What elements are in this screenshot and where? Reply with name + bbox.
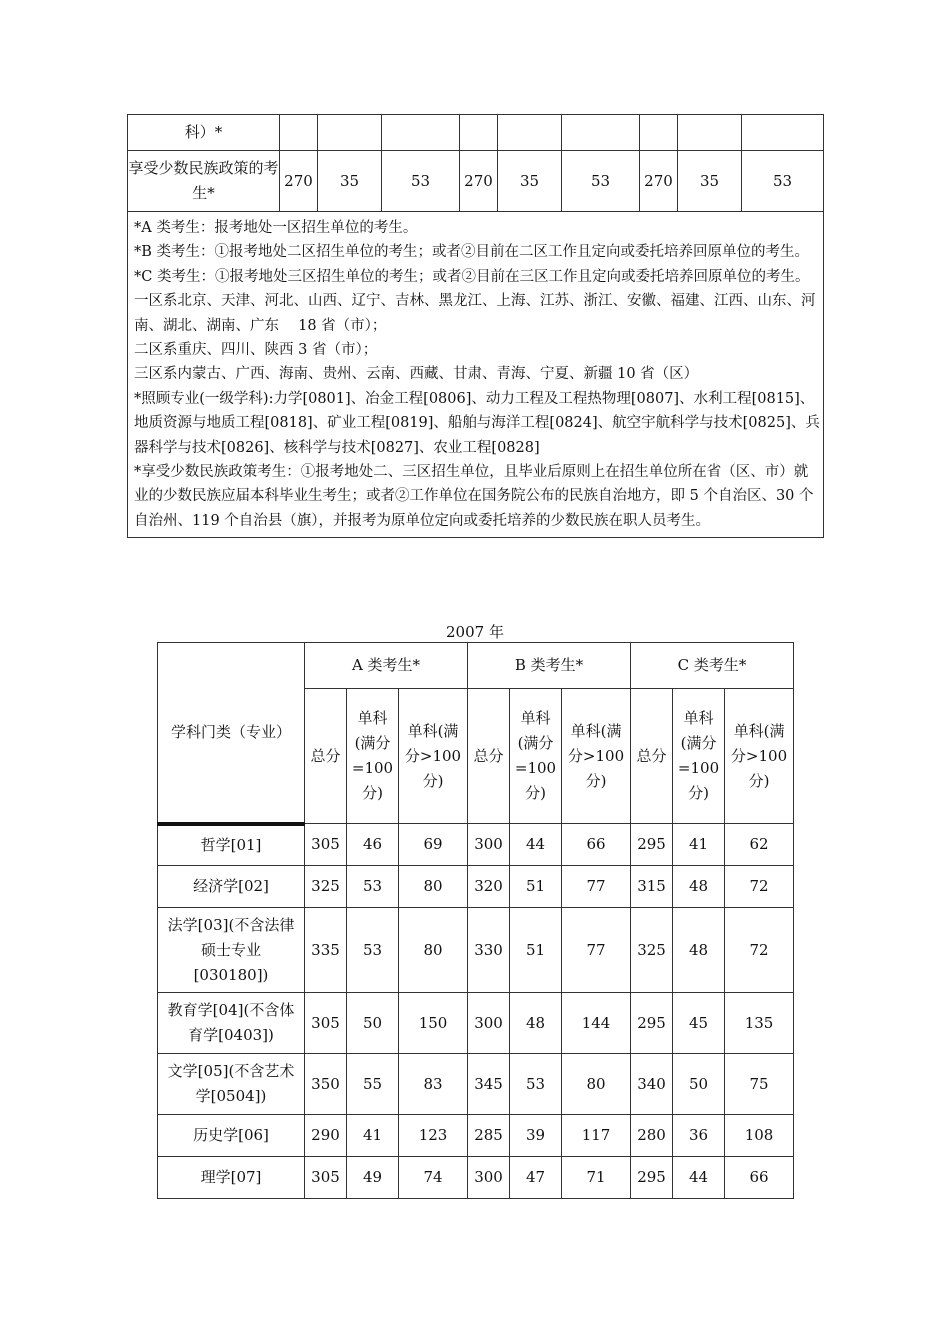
row-label: 科）*	[128, 115, 280, 151]
score-cell: 66	[725, 1157, 794, 1199]
col-total: 总分	[305, 689, 347, 824]
cell: 53	[382, 151, 460, 212]
subject-cell: 法学[03](不含法律硕士专业[030180])	[158, 908, 305, 993]
note-zone-1: 一区系北京、天津、河北、山西、辽宁、吉林、黑龙江、上海、江苏、浙江、安徽、福建、江西、山东、河南、湖北、湖南、广东 18 省（市）；	[134, 293, 816, 334]
score-cell: 72	[725, 866, 794, 908]
score-cell: 295	[631, 824, 673, 866]
col-single-100: 单科(满分=100分)	[673, 689, 725, 824]
score-cell: 315	[631, 866, 673, 908]
score-cell: 39	[510, 1115, 562, 1157]
table-row	[158, 1115, 794, 1157]
score-cell: 77	[562, 866, 631, 908]
score-cell: 69	[399, 824, 468, 866]
score-cell: 48	[673, 866, 725, 908]
col-single-over100: 单科(满分>100分)	[399, 689, 468, 824]
score-cell: 74	[399, 1157, 468, 1199]
score-cell: 330	[468, 908, 510, 993]
score-cell: 80	[562, 1054, 631, 1115]
table-row	[128, 151, 824, 212]
score-cell: 83	[399, 1054, 468, 1115]
score-cell: 295	[631, 993, 673, 1054]
table-row	[128, 115, 824, 151]
score-cell: 44	[673, 1157, 725, 1199]
score-cell: 45	[673, 993, 725, 1054]
score-cell: 47	[510, 1157, 562, 1199]
score-cell: 48	[673, 908, 725, 993]
table-row	[158, 1054, 794, 1115]
score-cell: 46	[347, 824, 399, 866]
score-cell: 150	[399, 993, 468, 1054]
score-cell: 80	[399, 866, 468, 908]
group-c-header: C 类考生*	[631, 643, 794, 689]
group-b-header: B 类考生*	[468, 643, 631, 689]
score-cell: 305	[305, 993, 347, 1054]
score-cell: 53	[347, 908, 399, 993]
subject-header: 学科门类（专业）	[158, 643, 305, 824]
score-cell: 108	[725, 1115, 794, 1157]
score-cell: 53	[347, 866, 399, 908]
score-cell: 51	[510, 866, 562, 908]
header-row	[158, 643, 794, 689]
note-zone-2: 二区系重庆、四川、陕西 3 省（市）；	[134, 342, 378, 359]
cell: 53	[562, 151, 640, 212]
cell: 35	[318, 151, 382, 212]
note-c: *C 类考生：①报考地处三区招生单位的考生；或者②目前在三区工作且定向或委托培养回原单位的考生。	[134, 268, 810, 285]
notes-row	[128, 212, 824, 538]
score-cell: 340	[631, 1054, 673, 1115]
note-a: *A 类考生：报考地处一区招生单位的考生。	[134, 220, 418, 236]
score-cell: 144	[562, 993, 631, 1054]
score-cell: 62	[725, 824, 794, 866]
col-total: 总分	[468, 689, 510, 824]
table-row	[158, 993, 794, 1054]
subject-cell: 理学[07]	[158, 1157, 305, 1199]
cell: 270	[280, 151, 318, 212]
score-cell: 135	[725, 993, 794, 1054]
score-cell: 77	[562, 908, 631, 993]
score-cell: 300	[468, 993, 510, 1054]
subject-cell: 历史学[06]	[158, 1115, 305, 1157]
table-row	[158, 1157, 794, 1199]
note-b: *B 类考生：①报考地处二区招生单位的考生；或者②目前在二区工作且定向或委托培养回原单位的考生。	[134, 244, 810, 261]
score-cell: 350	[305, 1054, 347, 1115]
score-cell: 71	[562, 1157, 631, 1199]
note-zone-3: 三区系内蒙古、广西、海南、贵州、云南、西藏、甘肃、青海、宁夏、新疆 10 省（区）	[134, 366, 699, 383]
score-cell: 285	[468, 1115, 510, 1157]
score-cell: 50	[673, 1054, 725, 1115]
notes-cell	[128, 212, 824, 538]
note-minority: *享受少数民族政策考生：①报考地处二、三区招生单位，且毕业后原则上在招生单位所在省（区、市）就业的少数民族应届本科毕业生考生；或者②工作单位在国务院公布的民族自治地方，即 5 个自治区、30 个自治州、119 个自治县（旗），并报考为原单位定向或委托培养的少数民族在职人员考生。	[134, 464, 814, 529]
year-title: 2007 年	[446, 623, 504, 641]
note-special-majors: *照顾专业(一级学科):力学[0801]、冶金工程[0806]、动力工程及工程热物理[0807]、水利工程[0815]、地质资源与地质工程[0818]、矿业工程[0819]、船舶与海洋工程[0824]、航空宇航科学与技术[0825]、兵器科学与技术[0826]、核科学与技术[0827]、农业工程[0828]	[134, 390, 820, 456]
score-cell: 75	[725, 1054, 794, 1115]
score-cell: 48	[510, 993, 562, 1054]
subject-cell: 教育学[04](不含体育学[0403])	[158, 993, 305, 1054]
cell: 270	[460, 151, 498, 212]
cell: 35	[678, 151, 742, 212]
cell: 35	[498, 151, 562, 212]
score-cell: 44	[510, 824, 562, 866]
col-single-100: 单科(满分=100分)	[510, 689, 562, 824]
score-cell: 300	[468, 1157, 510, 1199]
score-cell: 49	[347, 1157, 399, 1199]
score-table-continued	[127, 114, 824, 538]
score-cell: 300	[468, 824, 510, 866]
table-row	[158, 824, 794, 866]
subject-cell: 经济学[02]	[158, 866, 305, 908]
score-cell: 50	[347, 993, 399, 1054]
table-row	[158, 866, 794, 908]
score-table-2007	[157, 642, 794, 1199]
score-cell: 55	[347, 1054, 399, 1115]
score-cell: 117	[562, 1115, 631, 1157]
table-row	[158, 908, 794, 993]
score-cell: 325	[305, 866, 347, 908]
score-cell: 41	[347, 1115, 399, 1157]
score-cell: 41	[673, 824, 725, 866]
subject-cell: 文学[05](不含艺术学[0504])	[158, 1054, 305, 1115]
score-cell: 290	[305, 1115, 347, 1157]
table-body	[158, 824, 794, 1199]
score-cell: 72	[725, 908, 794, 993]
score-cell: 53	[510, 1054, 562, 1115]
col-single-over100: 单科(满分>100分)	[725, 689, 794, 824]
group-a-header: A 类考生*	[305, 643, 468, 689]
score-cell: 123	[399, 1115, 468, 1157]
score-cell: 320	[468, 866, 510, 908]
score-cell: 280	[631, 1115, 673, 1157]
score-cell: 335	[305, 908, 347, 993]
cell: 270	[640, 151, 678, 212]
score-cell: 305	[305, 1157, 347, 1199]
cell: 53	[742, 151, 824, 212]
score-cell: 66	[562, 824, 631, 866]
score-cell: 80	[399, 908, 468, 993]
score-cell: 325	[631, 908, 673, 993]
score-cell: 51	[510, 908, 562, 993]
score-cell: 36	[673, 1115, 725, 1157]
subject-cell: 哲学[01]	[158, 824, 305, 866]
score-cell: 305	[305, 824, 347, 866]
col-total: 总分	[631, 689, 673, 824]
row-label: 享受少数民族政策的考生*	[128, 151, 280, 212]
col-single-100: 单科(满分=100分)	[347, 689, 399, 824]
score-cell: 345	[468, 1054, 510, 1115]
col-single-over100: 单科(满分>100分)	[562, 689, 631, 824]
score-cell: 295	[631, 1157, 673, 1199]
